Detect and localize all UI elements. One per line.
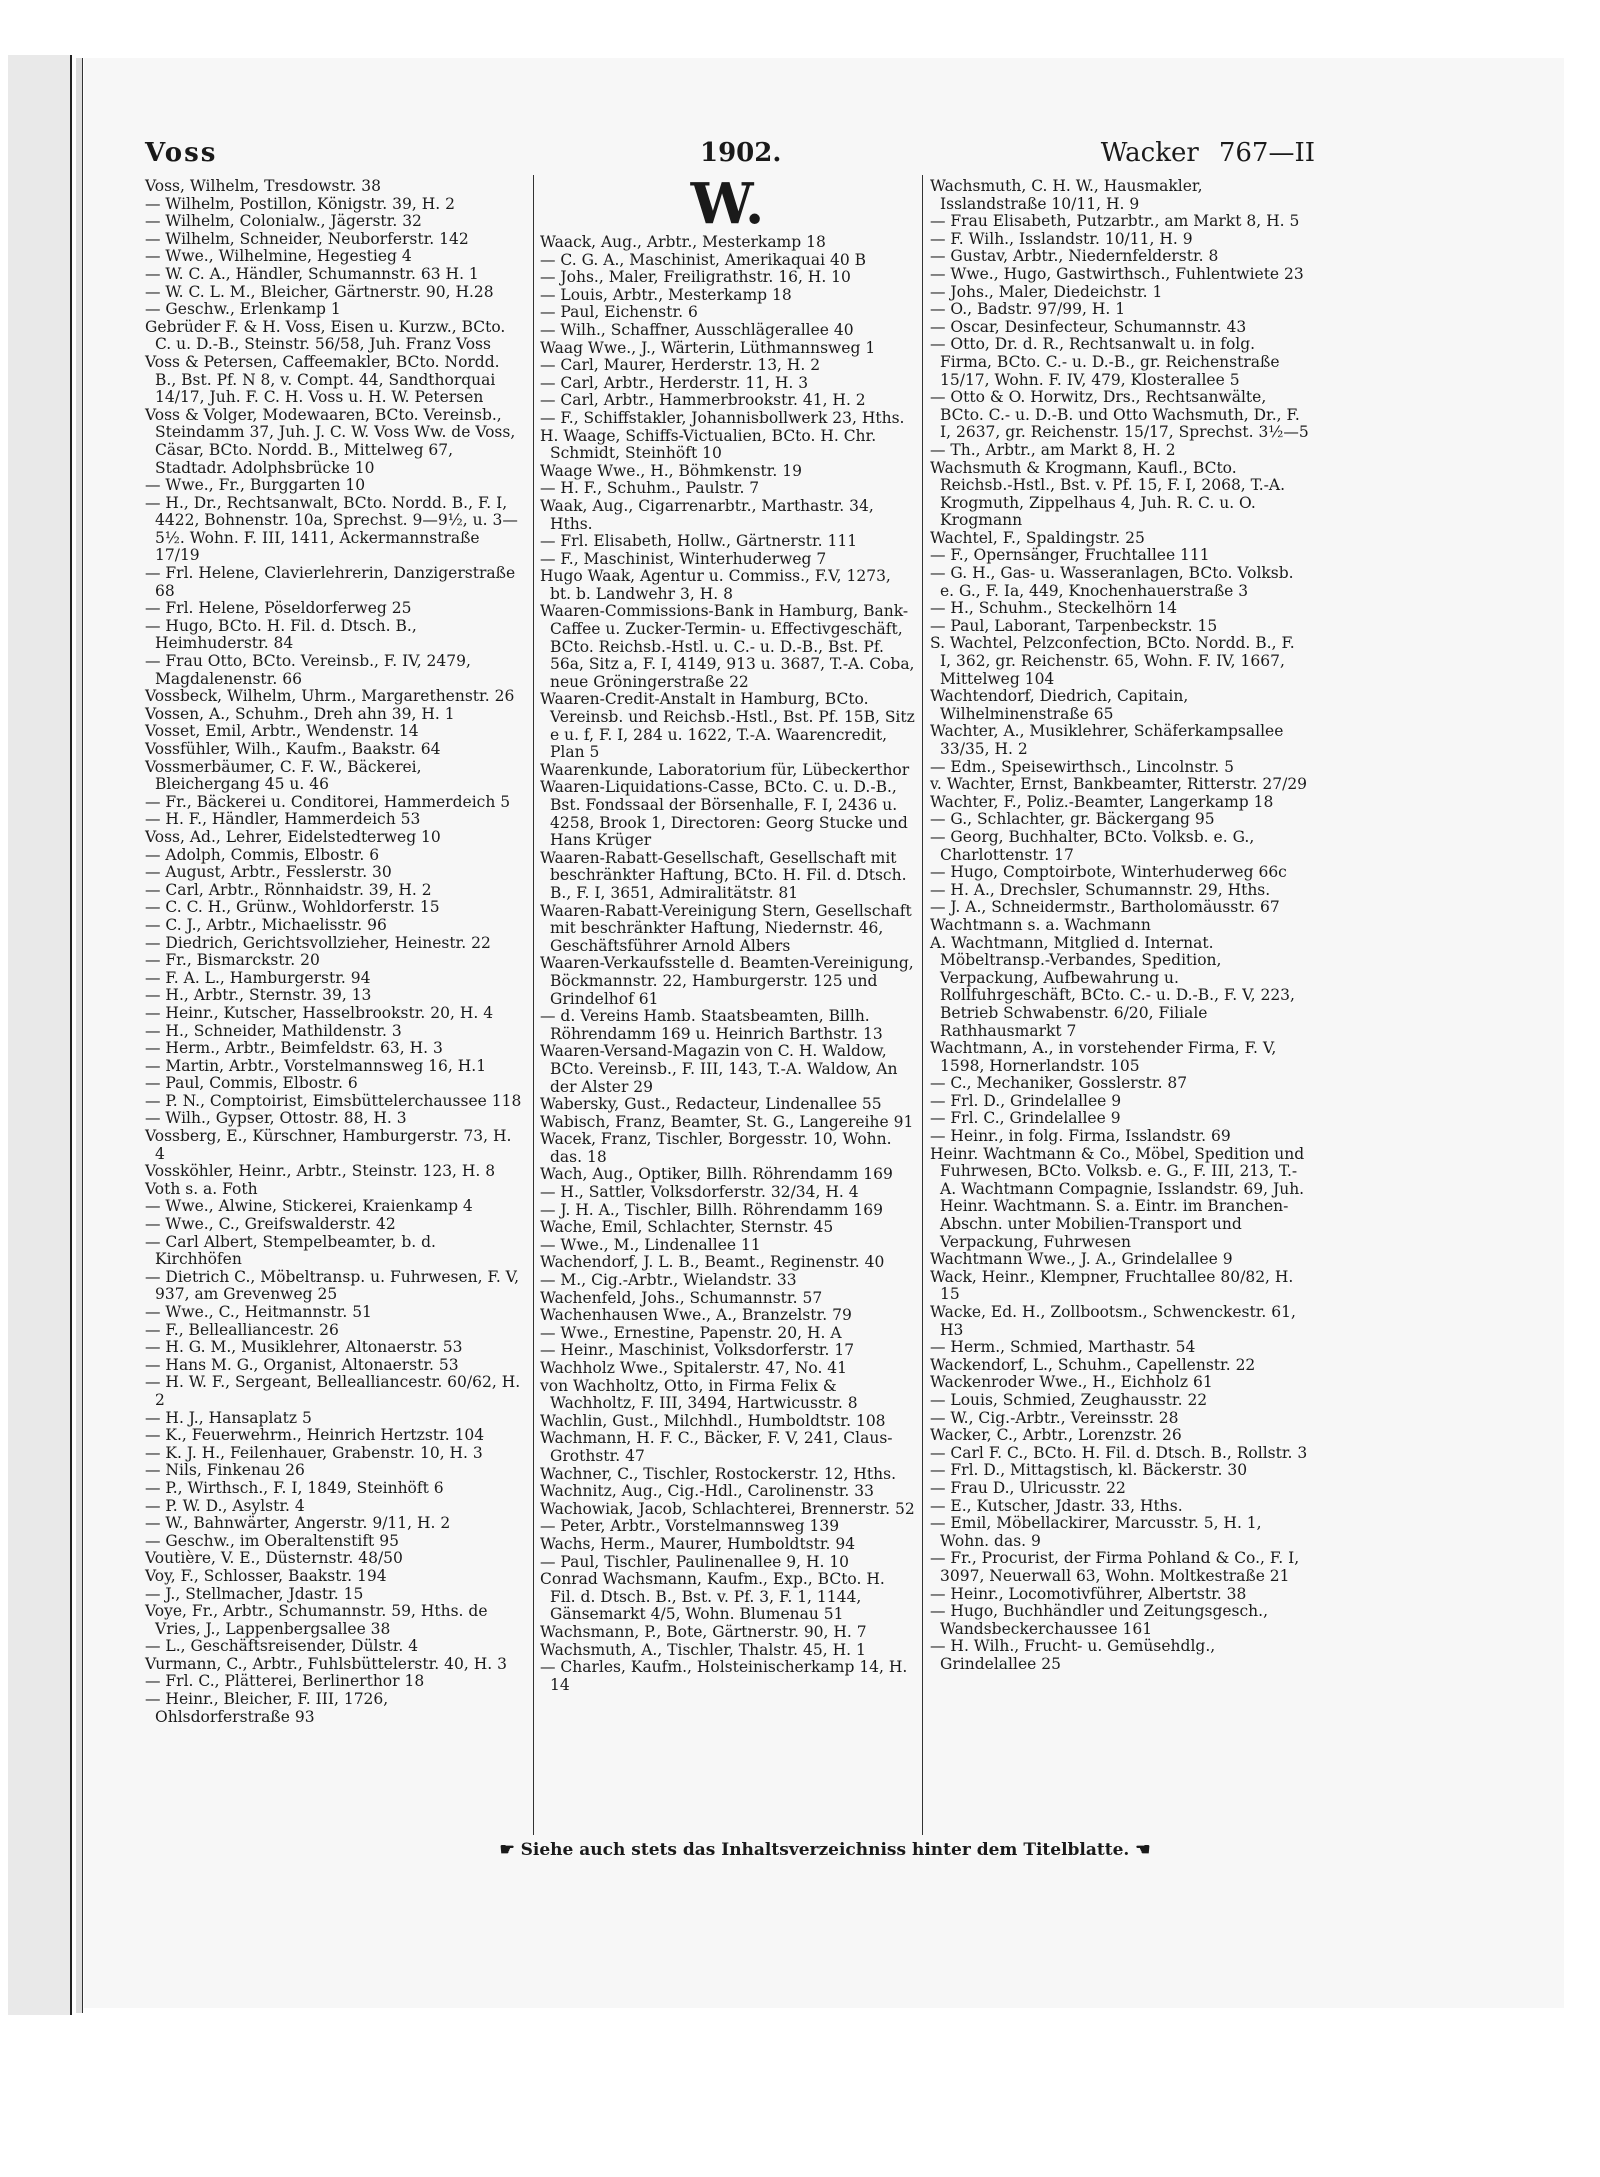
directory-entry: — Frl. Helene, Pöseldorferweg 25: [145, 599, 412, 618]
directory-entry: Vossen, A., Schuhm., Dreh ahn 39, H. 1: [145, 704, 455, 723]
directory-entry: Wack, Heinr., Klempner, Fruchtallee 80/82, H. 15: [930, 1267, 1294, 1304]
directory-entry: — Frau D., Ulricusstr. 22: [930, 1478, 1126, 1497]
directory-entry: Wachter, A., Musiklehrer, Schäferkampsallee 33/35, H. 2: [930, 722, 1284, 758]
directory-entry: — Dietrich C., Möbeltransp. u. Fuhrwesen, F. V, 937, am Grevenweg 25: [145, 1267, 520, 1304]
directory-entry: — C., Mechaniker, Gosslerstr. 87: [930, 1074, 1188, 1093]
directory-entry: — J. A., Schneidermstr., Bartholomäusstr. 67: [930, 898, 1280, 917]
directory-entry: Waack, Aug., Arbtr., Mesterkamp 18: [540, 233, 826, 251]
section-letter: W.: [690, 171, 765, 237]
directory-entry: Wachsmuth, A., Tischler, Thalstr. 45, H. 1: [540, 1640, 866, 1659]
directory-entry: — E., Kutscher, Jdastr. 33, Hths.: [930, 1496, 1183, 1515]
directory-entry: — F. Wilh., Isslandstr. 10/11, H. 9: [930, 229, 1193, 248]
directory-entry: A. Wachtmann, Mitglied d. Internat. Möbeltransp.-Verbandes, Spedition, Verpackung, Aufbewahrung u. Rollfuhrgeschäft, BCto. C.- u. D.-B., F. V, 223, Betrieb Schwabenstr. 6/20, Filiale Rathhausmarkt 7: [930, 933, 1295, 1040]
directory-entry: — Carl F. C., BCto. H. Fil. d. Dtsch. B., Rollstr. 3: [930, 1443, 1308, 1462]
directory-entry: — H. Wilh., Frucht- u. Gemüsehdlg., Grindelallee 25: [930, 1637, 1216, 1673]
directory-entry: Wachtmann s. a. Wachmann: [930, 915, 1151, 934]
directory-entry: S. Wachtel, Pelzconfection, BCto. Nordd. B., F. I, 362, gr. Reichenstr. 65, Wohn. F. IV, 1667, Mittelweg 104: [930, 634, 1295, 688]
directory-entry: — F., Schiffstakler, Johannisbollwerk 23, Hths.: [540, 408, 905, 427]
directory-entry: — Georg, Buchhalter, BCto. Volksb. e. G., Charlottenstr. 17: [930, 827, 1255, 864]
directory-entry: — Adolph, Commis, Elbostr. 6: [145, 845, 380, 864]
directory-entry: — Fr., Procurist, der Firma Pohland & Co., F. I, 3097, Neuerwall 63, Wohn. Moltkestraße 21: [930, 1549, 1300, 1585]
directory-entry: Wabisch, Franz, Beamter, St. G., Langereihe 91: [540, 1112, 914, 1131]
directory-entry: Waaren-Commissions-Bank in Hamburg, Bank-Caffee u. Zucker-Termin- u. Effectivgeschäft, BCto. Reichsb.-Hstl. u. C.- u. D.-B., Bst. Pf. 56a, Sitz a, F. I, 4149, 913 u. 3687, T.-A. Coba, neue Gröningerstraße 22: [540, 602, 915, 691]
directory-entry: Wachtendorf, Diedrich, Capitain, Wilhelminenstraße 65: [930, 687, 1189, 723]
directory-entry: Waaren-Credit-Anstalt in Hamburg, BCto. Vereinsb. und Reichsb.-Hstl., Bst. Pf. 15B, Sitz e u. f, F. I, 284 u. 1622, T.-A. Waarencredit, Plan 5: [540, 690, 915, 762]
directory-entry: — Peter, Arbtr., Vorstelmannsweg 139: [540, 1517, 840, 1536]
directory-entry: — H., Schuhm., Steckelhörn 14: [930, 599, 1178, 618]
directory-entry: Wachenfeld, Johs., Schumannstr. 57: [540, 1288, 823, 1307]
directory-entry: — Fr., Bismarckstr. 20: [145, 951, 320, 970]
directory-entry: Conrad Wachsmann, Kaufm., Exp., BCto. H. Fil. d. Dtsch. B., Bst. v. Pf. 3, F. 1, 1144, Gänsemarkt 4/5, Wohn. Blumenau 51: [540, 1570, 885, 1624]
header-right-word: Wacker: [1100, 138, 1199, 168]
directory-entry: — H. W. F., Sergeant, Bellealliancestr. 60/62, H. 2: [145, 1373, 521, 1409]
directory-entry: — H. G. M., Musiklehrer, Altonaerstr. 53: [145, 1338, 463, 1357]
directory-entry: Wachsmann, P., Bote, Gärtnerstr. 90, H. 7: [540, 1622, 867, 1641]
header-left-keyword: Voss: [145, 138, 218, 168]
directory-entry: — Wwe., Wilhelmine, Hegestieg 4: [145, 247, 412, 266]
directory-entry: Wache, Emil, Schlachter, Sternstr. 45: [540, 1218, 834, 1237]
directory-entry: — Herm., Schmied, Marthastr. 54: [930, 1338, 1196, 1357]
column-3: [930, 178, 1310, 1673]
directory-entry: — W. C. L. M., Bleicher, Gärtnerstr. 90, H.28: [145, 282, 494, 301]
directory-entry: — Frau Otto, BCto. Vereinsb., F. IV, 2479, Magdalenenstr. 66: [145, 652, 471, 688]
footer-note: ☛ Siehe auch stets das Inhaltsverzeichniss hinter dem Titelblatte. ☚: [499, 1840, 1151, 1860]
directory-entry: — J. H. A., Tischler, Billh. Röhrendamm 169: [540, 1200, 883, 1219]
directory-entry: — H., Sattler, Volksdorferstr. 32/34, H. 4: [540, 1183, 859, 1202]
directory-entry: Voss & Petersen, Caffeemakler, BCto. Nordd. B., Bst. Pf. N 8, v. Compt. 44, Sandthorquai 14/17, Juh. F. C. H. Voss u. H. W. Petersen: [145, 352, 500, 407]
directory-entry: — Wilhelm, Colonialw., Jägerstr. 32: [145, 212, 422, 231]
directory-entry: — W., Bahnwärter, Angerstr. 9/11, H. 2: [145, 1514, 451, 1533]
directory-entry: — Fr., Bäckerei u. Conditorei, Hammerdeich 5: [145, 792, 511, 811]
directory-entry: Wachter, F., Poliz.-Beamter, Langerkamp 18: [930, 792, 1274, 811]
binding-strip: [8, 55, 72, 2015]
directory-entry: — Wwe., Fr., Burggarten 10: [145, 476, 366, 495]
directory-entry: Vossbeck, Wilhelm, Uhrm., Margarethenstr. 26: [145, 687, 515, 706]
directory-entry: Wachsmuth & Krogmann, Kaufl., BCto. Reichsb.-Hstl., Bst. v. Pf. 15, F. I, 2068, T.-A. Krogmuth, Zippelhaus 4, Juh. R. C. u. O. Krogmann: [930, 458, 1286, 530]
directory-entry: Wackenroder Wwe., H., Eichholz 61: [930, 1373, 1213, 1392]
directory-entry: Wackendorf, L., Schuhm., Capellenstr. 22: [930, 1355, 1256, 1374]
directory-entry: — Wilh., Gypser, Ottostr. 88, H. 3: [145, 1109, 407, 1128]
directory-entry: — Martin, Arbtr., Vorstelmannsweg 16, H.1: [145, 1056, 487, 1075]
directory-entry: — Emil, Möbellackirer, Marcusstr. 5, H. 1, Wohn. das. 9: [930, 1514, 1262, 1550]
directory-entry: — Hans M. G., Organist, Altonaerstr. 53: [145, 1355, 459, 1374]
directory-entry: — O., Badstr. 97/99, H. 1: [930, 300, 1126, 319]
directory-entry: Wachs, Herm., Maurer, Humboldtstr. 94: [540, 1534, 856, 1553]
directory-entry: Hugo Waak, Agentur u. Commiss., F.V, 1273, bt. b. Landwehr 3, H. 8: [540, 567, 891, 603]
directory-entry: Vurmann, C., Arbtr., Fuhlsbüttelerstr. 40, H. 3: [145, 1654, 507, 1673]
page-header: [145, 138, 1315, 174]
directory-entry: Voye, Fr., Arbtr., Schumannstr. 59, Hths. de Vries, J., Lappenbergsallee 38: [145, 1602, 488, 1638]
directory-entry: — Wilh., Schaffner, Ausschlägerallee 40: [540, 320, 854, 339]
directory-entry: Wachtmann Wwe., J. A., Grindelallee 9: [930, 1250, 1233, 1269]
directory-entry: — H., Arbtr., Sternstr. 39, 13: [145, 986, 372, 1005]
directory-entry: — W., Cig.-Arbtr., Vereinsstr. 28: [930, 1408, 1179, 1427]
directory-entry: — Hugo, Buchhändler und Zeitungsgesch., Wandsbeckerchaussee 161: [930, 1602, 1269, 1638]
directory-entry: — Paul, Eichenstr. 6: [540, 303, 698, 322]
directory-entry: — Otto & O. Horwitz, Drs., Rechtsanwälte, BCto. C.- u. D.-B. und Otto Wachsmuth, Dr., F. I, 2637, gr. Reichenstr. 15/17, Sprechst. 3½—5: [930, 388, 1309, 442]
directory-entry: — Heinr., Locomotivführer, Albertstr. 38: [930, 1584, 1247, 1603]
directory-entry: H. Waage, Schiffs-Victualien, BCto. H. Chr. Schmidt, Steinhöft 10: [540, 426, 877, 463]
directory-entry: — Wwe., M., Lindenallee 11: [540, 1235, 761, 1254]
directory-entry: — Heinr., in folg. Firma, Isslandstr. 69: [930, 1127, 1231, 1146]
directory-entry: Waarenkunde, Laboratorium für, Lübeckerthor: [540, 760, 910, 779]
directory-entry: Vosset, Emil, Arbtr., Wendenstr. 14: [145, 722, 419, 741]
directory-entry: Waaren-Verkaufsstelle d. Beamten-Vereinigung, Böckmannstr. 22, Hamburgerstr. 125 und Grindelhof 61: [540, 954, 914, 1008]
directory-entry: — Frl. D., Grindelallee 9: [930, 1091, 1122, 1110]
directory-entry: Waag Wwe., J., Wärterin, Lüthmannsweg 1: [540, 338, 876, 357]
directory-entry: — F., Opernsänger, Fruchtallee 111: [930, 546, 1210, 565]
directory-entry: — Diedrich, Gerichtsvollzieher, Heinestr. 22: [145, 933, 491, 952]
directory-entry: — Gustav, Arbtr., Niedernfelderstr. 8: [930, 247, 1219, 266]
column-1: [145, 178, 525, 1726]
directory-entry: — Charles, Kaufm., Holsteinischerkamp 14, H. 14: [540, 1658, 908, 1694]
directory-entry: Waaren-Liquidations-Casse, BCto. C. u. D.-B., Bst. Fondssaal der Börsenhalle, F. I, 2436 u. 4258, Brook 1, Directoren: Georg Stucke und Hans Krüger: [540, 778, 908, 850]
directory-entry: Voss & Volger, Modewaaren, BCto. Vereinsb., Steindamm 37, Juh. J. C. W. Voss Ww. de Voss, Cäsar, BCto. Nordd. B., Mittelweg 67, Stadtadr. Adolphsbrücke 10: [145, 405, 516, 477]
directory-entry: — August, Arbtr., Fesslerstr. 30: [145, 863, 392, 882]
directory-entry: — Th., Arbtr., am Markt 8, H. 2: [930, 440, 1176, 459]
column-divider-1: [533, 175, 534, 1835]
directory-entry: — Wilhelm, Schneider, Neuborferstr. 142: [145, 229, 469, 248]
directory-entry: — G. H., Gas- u. Wasseranlagen, BCto. Volksb. e. G., F. Ia, 449, Knochenhauerstraße 3: [930, 564, 1294, 600]
directory-entry: Wabersky, Gust., Redacteur, Lindenallee 55: [540, 1095, 882, 1114]
directory-entry: — Otto, Dr. d. R., Rechtsanwalt u. in folg. Firma, BCto. C.- u. D.-B., gr. Reichenstraße 15/17, Wohn. F. IV, 479, Klosterallee 5: [930, 335, 1280, 389]
directory-entry: — P. N., Comptoirist, Eimsbüttelerchaussee 118: [145, 1091, 522, 1110]
directory-entry: — Geschw., im Oberaltenstift 95: [145, 1531, 399, 1550]
directory-entry: Heinr. Wachtmann & Co., Möbel, Spedition und Fuhrwesen, BCto. Volksb. e. G., F. III, 213, T.-A. Wachtmann Compagnie, Isslandstr. 69, Juh. Heinr. Wachtmann. S. a. Eintr. im Branchen-Abschn. unter Mobilien-Transport und Verpackung, Fuhrwesen: [930, 1144, 1305, 1251]
header-right-keyword: [1101, 138, 1315, 168]
directory-entry: — Wwe., C., Heitmannstr. 51: [145, 1303, 372, 1321]
directory-entry: — Carl, Arbtr., Rönnhaidstr. 39, H. 2: [145, 880, 432, 899]
directory-entry: — Wilhelm, Postillon, Königstr. 39, H. 2: [145, 194, 455, 213]
directory-entry: — Johs., Maler, Freiligrathstr. 16, H. 10: [540, 268, 851, 287]
directory-entry: Vossmerbäumer, C. F. W., Bäckerei, Bleichergang 45 u. 46: [145, 757, 422, 794]
directory-entry: Wachner, C., Tischler, Rostockerstr. 12, Hths.: [540, 1464, 897, 1483]
directory-entry: Wach, Aug., Optiker, Billh. Röhrendamm 169: [540, 1165, 893, 1184]
column-2: [540, 171, 915, 1694]
directory-entry: — H. J., Hansaplatz 5: [145, 1408, 312, 1427]
directory-entry: Wachlin, Gust., Milchhdl., Humboldtstr. 108: [540, 1411, 886, 1430]
directory-entry: Wachholz Wwe., Spitalerstr. 47, No. 41: [540, 1359, 848, 1377]
directory-entry: — Nils, Finkenau 26: [145, 1461, 305, 1480]
directory-entry: — C. G. A., Maschinist, Amerikaquai 40 B: [540, 250, 867, 269]
directory-entry: — Geschw., Erlenkamp 1: [145, 300, 341, 319]
directory-entry: — K., Feuerwehrm., Heinrich Hertzstr. 104: [145, 1426, 485, 1445]
directory-entry: von Wachholtz, Otto, in Firma Felix & Wachholtz, F. III, 3494, Hartwicusstr. 8: [540, 1376, 858, 1413]
directory-entry: — Heinr., Maschinist, Volksdorferstr. 17: [540, 1341, 855, 1360]
directory-entry: — Frl. C., Plätterei, Berlinerthor 18: [145, 1672, 425, 1691]
directory-entry: — Edm., Speisewirthsch., Lincolnstr. 5: [930, 757, 1234, 776]
directory-entry: — J., Stellmacher, Jdastr. 15: [145, 1584, 364, 1603]
directory-entry: — Wwe., C., Greifswalderstr. 42: [145, 1215, 396, 1234]
directory-entry: — H., Dr., Rechtsanwalt, BCto. Nordd. B., F. I, 4422, Bohnenstr. 10a, Sprechst. 9—9½, u. 3—5½. Wohn. F. III, 1411, Ackermannstraße 17/19: [145, 493, 518, 565]
directory-entry: v. Wachter, Ernst, Bankbeamter, Ritterstr. 27/29: [930, 775, 1308, 794]
directory-entry: — K. J. H., Feilenhauer, Grabenstr. 10, H. 3: [145, 1443, 483, 1462]
directory-entry: — Wwe., Ernestine, Papenstr. 20, H. A: [540, 1323, 842, 1342]
directory-entry: Waage Wwe., H., Böhmkenstr. 19: [540, 461, 802, 480]
directory-entry: Waaren-Rabatt-Vereinigung Stern, Gesellschaft mit beschränkter Haftung, Niedernstr. 46, Geschäftsführer Arnold Albers: [540, 901, 912, 955]
directory-entry: — F., Bellealliancestr. 26: [145, 1320, 339, 1339]
page-number: 767—II: [1218, 138, 1315, 168]
directory-entry: — d. Vereins Hamb. Staatsbeamten, Billh. Röhrendamm 169 u. Heinrich Barthstr. 13: [540, 1007, 883, 1043]
directory-entry: — L., Geschäftsreisender, Dülstr. 4: [145, 1637, 419, 1656]
directory-entry: Wachendorf, J. L. B., Beamt., Reginenstr. 40: [540, 1253, 885, 1272]
directory-entry: — Louis, Schmied, Zeughausstr. 22: [930, 1390, 1208, 1409]
directory-entry: Wachenhausen Wwe., A., Branzelstr. 79: [540, 1306, 852, 1325]
directory-entry: — Paul, Commis, Elbostr. 6: [145, 1074, 358, 1093]
directory-entry: — Carl Albert, Stempelbeamter, b. d. Kirchhöfen: [145, 1232, 436, 1269]
directory-entry: Voutière, V. E., Düsternstr. 48/50: [145, 1549, 403, 1568]
directory-entry: Wacke, Ed. H., Zollbootsm., Schwenckestr. 61, H3: [930, 1303, 1296, 1339]
directory-entry: — F. A. L., Hamburgerstr. 94: [145, 968, 371, 987]
directory-entry: — P. W. D., Asylstr. 4: [145, 1496, 305, 1515]
directory-entry: — H. A., Drechsler, Schumannstr. 29, Hths.: [930, 880, 1271, 899]
directory-entry: — M., Cig.-Arbtr., Wielandstr. 33: [540, 1271, 797, 1290]
directory-entry: Wachtel, F., Spaldingstr. 25: [930, 528, 1145, 547]
directory-entry: — W. C. A., Händler, Schumannstr. 63 H. 1: [145, 264, 479, 283]
directory-entry: Gebrüder F. & H. Voss, Eisen u. Kurzw., BCto. C. u. D.-B., Steinstr. 56/58, Juh. Franz Voss: [145, 317, 506, 354]
directory-entry: — Frl. C., Grindelallee 9: [930, 1109, 1121, 1128]
directory-entry: — Frau Elisabeth, Putzarbtr., am Markt 8, H. 5: [930, 212, 1300, 231]
directory-entry: Voth s. a. Foth: [145, 1179, 258, 1198]
directory-entry: — H. F., Händler, Hammerdeich 53: [145, 810, 421, 829]
directory-entry: — Carl, Arbtr., Herderstr. 11, H. 3: [540, 373, 809, 392]
directory-entry: — Frl. Helene, Clavierlehrerin, Danzigerstraße 68: [145, 564, 516, 600]
directory-entry: Voy, F., Schlosser, Baakstr. 194: [145, 1566, 387, 1585]
directory-entry: Vossberg, E., Kürschner, Hamburgerstr. 73, H. 4: [145, 1127, 512, 1163]
directory-entry: — Heinr., Kutscher, Hasselbrookstr. 20, H. 4: [145, 1003, 494, 1022]
directory-entry: — Hugo, Comptoirbote, Winterhuderweg 66c: [930, 863, 1287, 882]
directory-entry: — F., Maschinist, Winterhuderweg 7: [540, 549, 827, 568]
directory-entry: — Johs., Maler, Diedeichstr. 1: [930, 282, 1163, 301]
column-divider-2: [922, 175, 923, 1835]
directory-entry: — Wwe., Hugo, Gastwirthsch., Fuhlentwiete 23: [930, 264, 1304, 283]
directory-entry: Wacker, C., Arbtr., Lorenzstr. 26: [930, 1426, 1182, 1445]
directory-entry: — Frl. D., Mittagstisch, kl. Bäckerstr. 30: [930, 1461, 1248, 1480]
directory-entry: Waak, Aug., Cigarrenarbtr., Marthastr. 34, Hths.: [540, 496, 874, 533]
directory-entry: — P., Wirthsch., F. I, 1849, Steinhöft 6: [145, 1478, 444, 1497]
directory-entry: — Hugo, BCto. H. Fil. d. Dtsch. B., Heimhuderstr. 84: [145, 616, 417, 653]
directory-entry: — C. J., Arbtr., Michaelisstr. 96: [145, 915, 387, 934]
directory-entry: — C. C. H., Grünw., Wohldorferstr. 15: [145, 898, 440, 917]
directory-entry: — Wwe., Alwine, Stickerei, Kraienkamp 4: [145, 1197, 473, 1216]
directory-entry: Waaren-Rabatt-Gesellschaft, Gesellschaft mit beschränkter Haftung, BCto. H. Fil. d. Dtsch. B., F. I, 3651, Admiralitätstr. 81: [540, 848, 907, 902]
directory-entry: Vossköhler, Heinr., Arbtr., Steinstr. 123, H. 8: [145, 1162, 496, 1181]
directory-entry: — H. F., Schuhm., Paulstr. 7: [540, 479, 760, 498]
directory-entry: — Carl, Arbtr., Hammerbrookstr. 41, H. 2: [540, 391, 866, 410]
directory-entry: Voss, Ad., Lehrer, Eidelstedterweg 10: [145, 827, 441, 846]
directory-entry: — Carl, Maurer, Herderstr. 13, H. 2: [540, 356, 821, 375]
directory-entry: — Paul, Laborant, Tarpenbeckstr. 15: [930, 616, 1218, 635]
directory-entry: — Heinr., Bleicher, F. III, 1726, Ohlsdorferstraße 93: [145, 1690, 389, 1726]
directory-entry: — Paul, Tischler, Paulinenallee 9, H. 10: [540, 1552, 850, 1571]
directory-entry: Vossfühler, Wilh., Kaufm., Baakstr. 64: [145, 740, 441, 758]
directory-entry: Wachsmuth, C. H. W., Hausmakler, Isslandstraße 10/11, H. 9: [930, 177, 1203, 213]
directory-entry: Wachtmann, A., in vorstehender Firma, F. V, 1598, Hornerlandstr. 105: [930, 1039, 1277, 1075]
directory-entry: — Herm., Arbtr., Beimfeldstr. 63, H. 3: [145, 1039, 443, 1058]
directory-entry: Wachmann, H. F. C., Bäcker, F. V, 241, Claus-Grothstr. 47: [540, 1429, 893, 1465]
directory-entry: — G., Schlachter, gr. Bäckergang 95: [930, 810, 1215, 829]
directory-entry: — Louis, Arbtr., Mesterkamp 18: [540, 285, 792, 304]
binding-edge: [76, 58, 83, 2013]
directory-entry: — H., Schneider, Mathildenstr. 3: [145, 1021, 402, 1040]
directory-entry: Wachnitz, Aug., Cig.-Hdl., Carolinenstr. 33: [540, 1482, 874, 1501]
directory-entry: — Frl. Elisabeth, Hollw., Gärtnerstr. 111: [540, 532, 858, 551]
directory-entry: Wachowiak, Jacob, Schlachterei, Brennerstr. 52: [540, 1499, 915, 1518]
directory-entry: Wacek, Franz, Tischler, Borgesstr. 10, Wohn. das. 18: [540, 1130, 892, 1166]
header-year: 1902.: [700, 138, 782, 168]
directory-entry: Waaren-Versand-Magazin von C. H. Waldow, BCto. Vereinsb., F. III, 143, T.-A. Waldow, An der Alster 29: [540, 1042, 898, 1096]
directory-entry: — Oscar, Desinfecteur, Schumannstr. 43: [930, 317, 1247, 336]
directory-entry: Voss, Wilhelm, Tresdowstr. 38: [145, 177, 381, 195]
